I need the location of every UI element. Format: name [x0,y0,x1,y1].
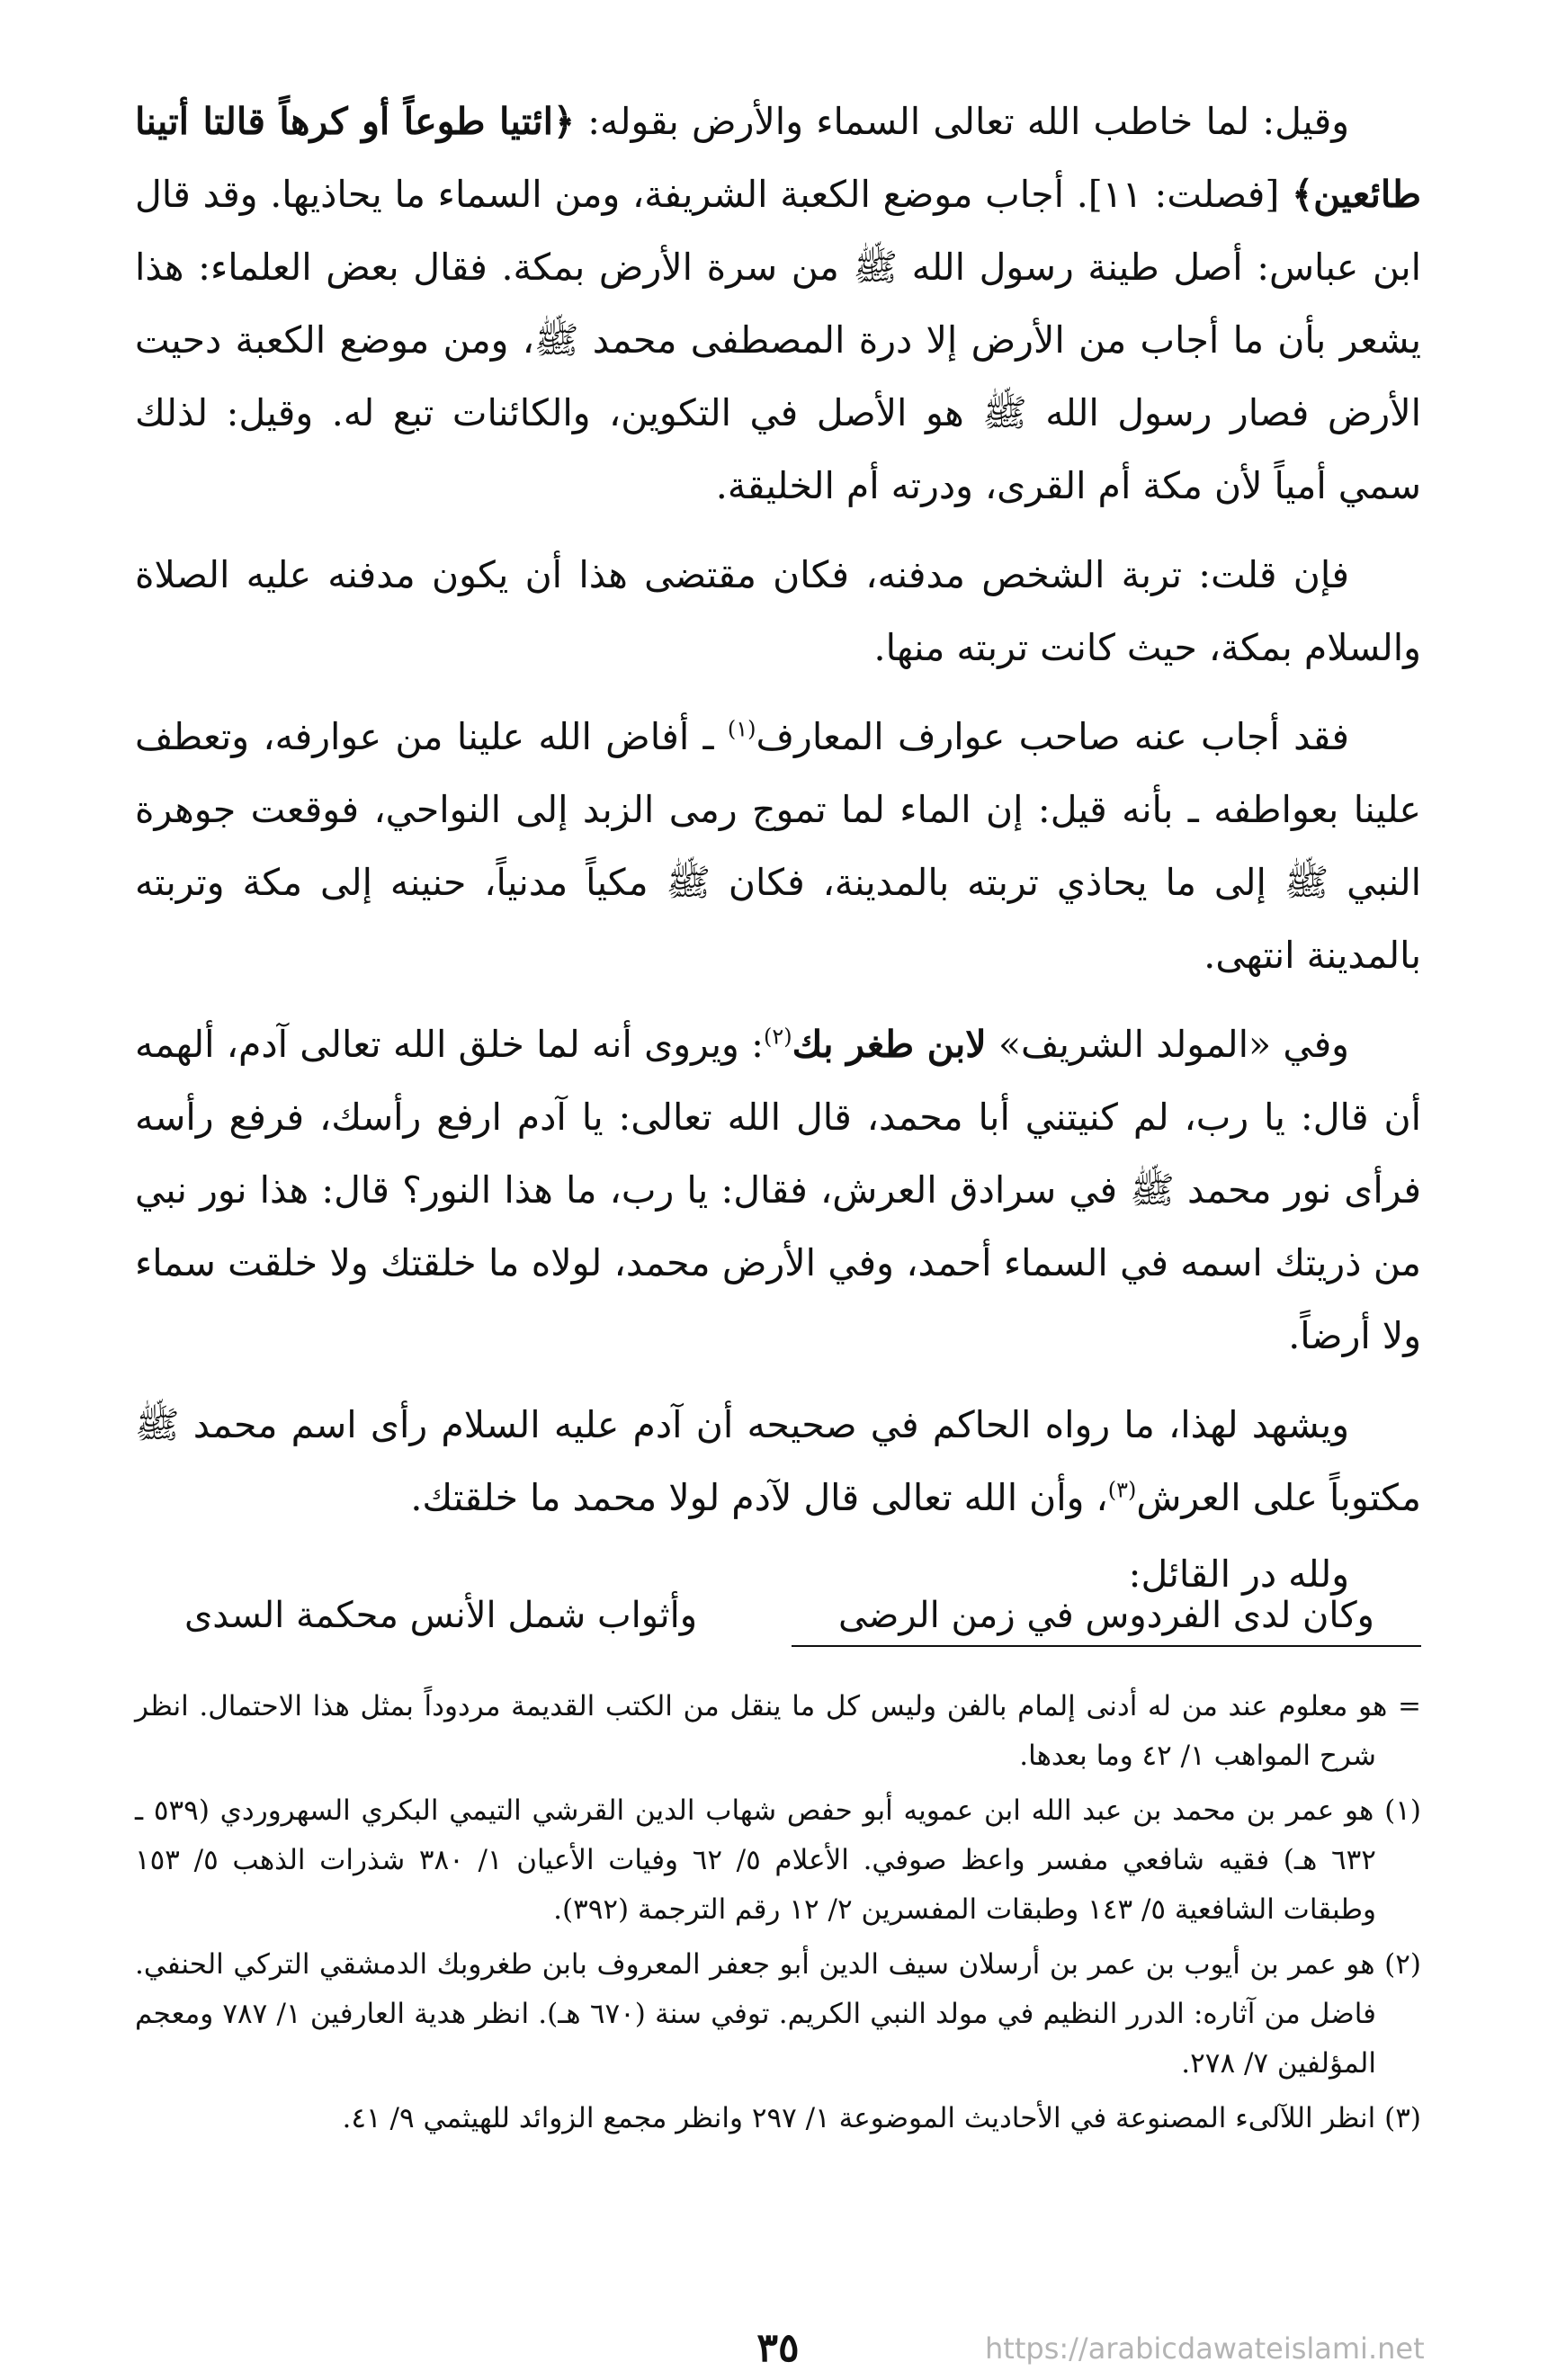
footnote-continuation: = هو معلوم عند من له أدنى إلمام بالفن وليس كل ما ينقل من الكتب القديمة مردوداً بمثل هذا الاحتمال. انظر شرح المواهب ١/ ٤٢ وما بعدها. [135,1690,1421,1772]
watermark-url: https://arabicdawateislami.net [985,2331,1425,2366]
paragraph-3 [135,701,1421,992]
paragraph-text: ويشهد لهذا، ما رواه الحاكم في صحيحه أن آدم عليه السلام رأى اسم محمد ﷺ مكتوباً على العرش [135,1403,1421,1519]
footnote-2: (٢) هو عمر بن أيوب بن عمر بن أرسلان سيف الدين أبو جعفر المعروف بابن طغروبك الدمشقي التركي الحنفي. فاضل من آثاره: الدرر النظيم في مولد النبي الكريم. توفي سنة (٦٧٠ هـ). انظر هدية العارفين ١/ ٧٨٧ ومعجم المؤلفين ٧/ ٢٧٨. [135,1948,1421,2080]
paragraph-text: وقيل: لما خاطب الله تعالى السماء والأرض بقوله: [575,100,1350,143]
paragraph-text: ، وأن الله تعالى قال لآدم لولا محمد ما خلقتك. [410,1476,1108,1519]
footnote-1: (١) هو عمر بن محمد بن عبد الله ابن عمويه أبو حفص شهاب الدين القرشي التيمي البكري السهروردي (٥٣٩ ـ ٦٣٢ هـ) فقيه شافعي مفسر واعظ صوفي. الأعلام ٥/ ٦٢ وفيات الأعيان ١/ ٣٨٠ شذرات الذهب ٥/ ١٥٣ وطبقات الشافعية ٥/ ١٤٣ وطبقات المفسرين ٢/ ١٢ رقم الترجمة (٣٩٢). [135,1794,1422,1926]
paragraph-2 [135,539,1421,684]
main-text [135,85,1421,1627]
page-number: ٣٥ [756,2325,800,2371]
poem-hemistich-first: وكان لدى الفردوس في زمن الرضى [792,1595,1421,1647]
paragraph-text: [فصلت: ١١]. أجاب موضع الكعبة الشريفة، ومن السماء ما يحاذيها. وقد قال ابن عباس: أصل طينة رسول الله ﷺ من سرة الأرض بمكة. فقال بعض العلماء: هذا يشعر بأن ما أجاب من الأرض إلا درة المصطفى محمد ﷺ، ومن موضع الكعبة دحيت الأرض فصار رسول الله ﷺ هو الأصل في التكوين، والكائنات تبع له. وقيل: لذلك سمي أمياً لأن مكة أم القرى، ودرته أم الخليقة. [135,173,1421,507]
paragraph-5 [135,1389,1421,1534]
footnote-ref: (٢) [763,1024,792,1050]
paragraph-text: وفي «المولد الشريف» [986,1023,1349,1066]
paragraph-text: فإن قلت: تربة الشخص مدفنه، فكان مقتضى هذا أن يكون مدفنه عليه الصلاة والسلام بمكة، حيث كانت تربته منها. [135,553,1421,669]
paragraph-text: ـ أفاض الله علينا من عوارفه، وتعطف علينا بعواطفه ـ بأنه قيل: إن الماء لما تموج رمى الزبد إلى النواحي، فوقعت جوهرة النبي ﷺ إلى ما يحاذي تربته بالمدينة، فكان ﷺ مكياً مدنياً، حنينه إلى مكة وتربته بالمدينة انتهى. [135,715,1421,977]
paragraph-1 [135,85,1421,523]
paragraph-4 [135,1008,1421,1373]
bold-text: لابن طغر بك [792,1023,987,1066]
paragraph-text: : ويروى أنه لما خلق الله تعالى آدم، ألهمه أن قال: يا رب، لم كنيتني أبا محمد، قال الله تعالى: يا آدم ارفع رأسك، فرفع رأسه فرأى نور محمد ﷺ في سرادق العرش، فقال: يا رب، ما هذا النور؟ قال: هذا نور نبي من ذريتك اسمه في السماء أحمد، وفي الأرض محمد، لولاه ما خلقتك ولا خلقت سماء ولا أرضاً. [135,1023,1421,1357]
footnote-ref: (٣) [1107,1477,1137,1503]
bold-text: ﴿ائتيا طوعاً أو كرهاً قالتا أتينا طائعين﴾ [135,100,1421,216]
paragraph-text: ولله در القائل: [1128,1552,1349,1596]
poem-verse [135,1588,1421,1669]
paragraph-text: فقد أجاب عنه صاحب عوارف المعارف [756,715,1350,758]
poem-hemistich-second: وأثواب شمل الأنس محكمة السدى [183,1595,698,1636]
footnote-3: (٣) انظر اللآلىء المصنوعة في الأحاديث الموضوعة ١/ ٢٩٧ وانظر مجمع الزوائد للهيثمي ٩/ ٤١. [342,2102,1421,2134]
footnotes [135,1682,1421,2149]
footnote-ref: (١) [727,716,756,742]
